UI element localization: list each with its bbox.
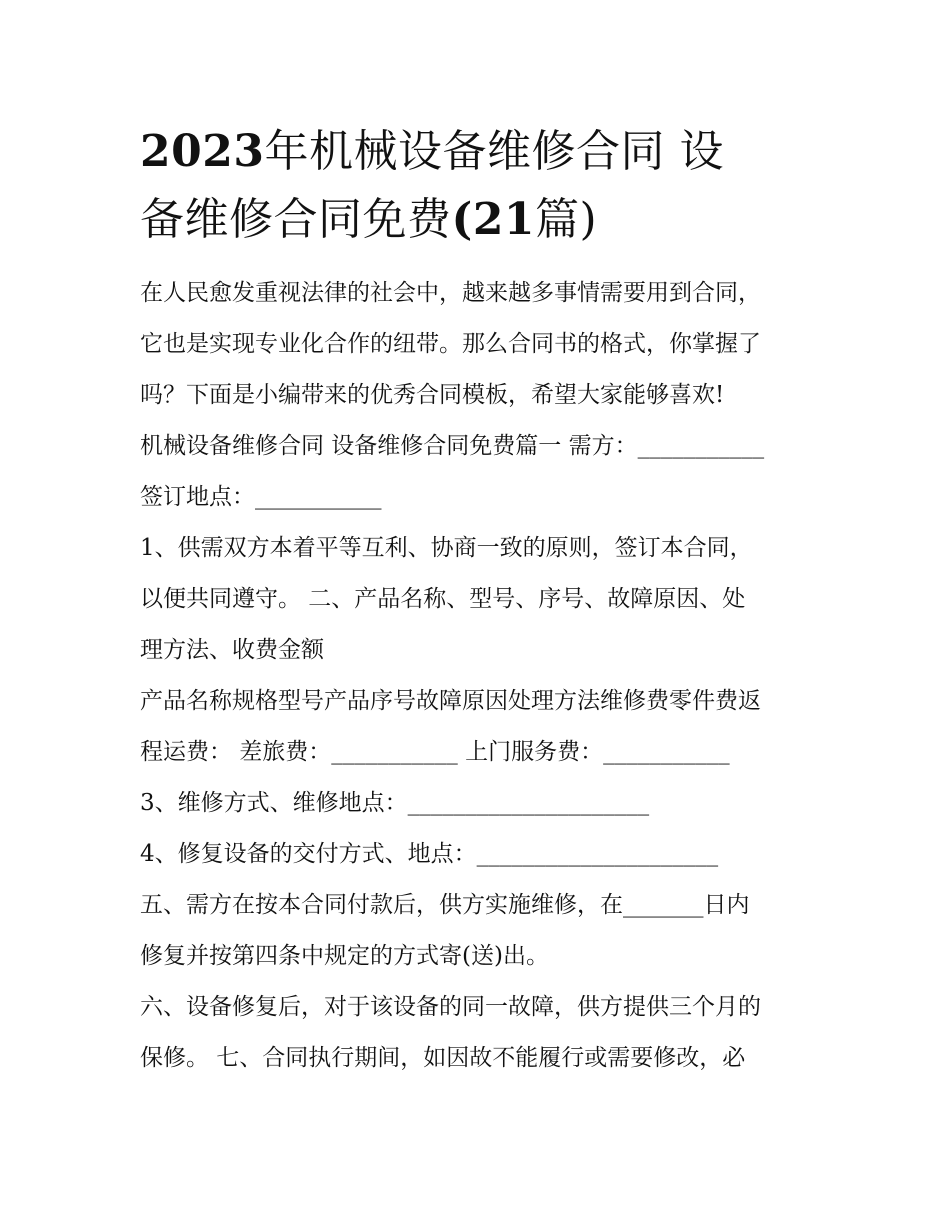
body-line-clause-1b: 以便共同遵守。 二、产品名称、型号、序号、故障原因、处 (140, 586, 746, 612)
document-page (140, 118, 820, 1084)
title-line2-post: 篇) (535, 194, 598, 245)
title-count: (21 (451, 194, 536, 245)
title-line1-rest: 年机械设备维修合同 设 (264, 126, 724, 177)
body-line-clause-4: 4、修复设备的交付方式、地点：_____________________ (140, 841, 719, 867)
body-line-buyer: 机械设备维修合同 设备维修合同免费篇一 需方：___________ (140, 433, 765, 459)
body-line-clause-3: 3、维修方式、维修地点：_____________________ (140, 790, 650, 816)
title-year: 2023 (140, 126, 265, 177)
body-line-clause-6a: 六、设备修复后，对于该设备的同一故障，供方提供三个月的 (140, 994, 761, 1020)
body-line-fees: 程运费： 差旅费：___________ 上门服务费：___________ (140, 739, 730, 765)
body-line-product-columns: 产品名称规格型号产品序号故障原因处理方法维修费零件费返 (140, 688, 761, 714)
body-line-intro-1: 在人民愈发重视法律的社会中，越来越多事情需要用到合同， (140, 280, 761, 306)
body-line-clause-5a: 五、需方在按本合同付款后，供方实施维修，在_______日内 (140, 892, 750, 918)
body-line-intro-3: 吗？下面是小编带来的优秀合同模板，希望大家能够喜欢! (140, 382, 725, 408)
document-title (140, 118, 820, 254)
title-line2-pre: 备维修合同免费 (140, 194, 452, 245)
body-line-signing-place: 签订地点：___________ (140, 484, 382, 510)
body-line-clause-2: 理方法、收费金额 (140, 637, 324, 663)
body-line-clause-5b: 修复并按第四条中规定的方式寄(送)出。 (140, 943, 549, 969)
body-line-clause-6b: 保修。 七、合同执行期间，如因故不能履行或需要修改，必 (140, 1045, 746, 1071)
body-line-clause-1a: 1、供需双方本着平等互利、协商一致的原则，签订本合同， (140, 535, 753, 561)
body-line-intro-2: 它也是实现专业化合作的纽带。那么合同书的格式，你掌握了 (140, 331, 761, 357)
